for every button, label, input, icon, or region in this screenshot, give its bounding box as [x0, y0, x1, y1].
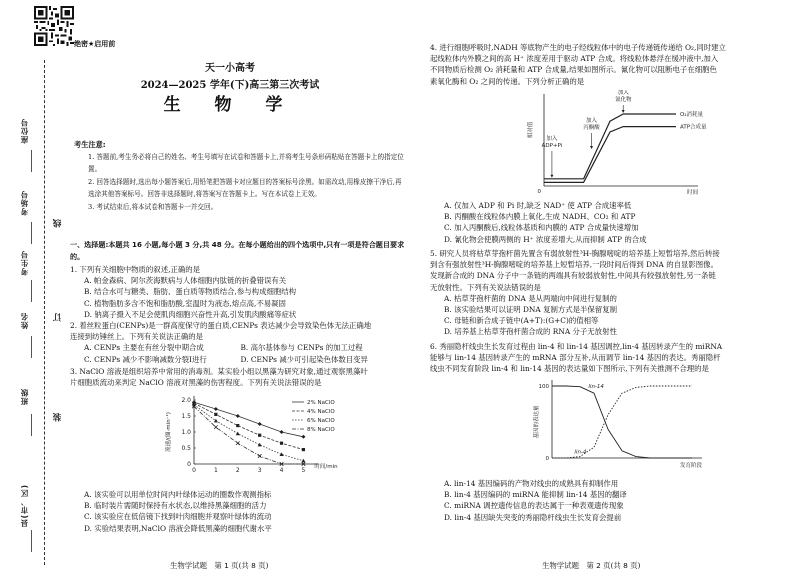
binding-margin [0, 0, 63, 579]
data-point [236, 414, 240, 418]
data-point [280, 442, 283, 445]
data-point [214, 407, 218, 411]
option-b: B. 该实验结果可以证明 DNA 复制方式是半保留复制 [444, 305, 617, 315]
data-point [301, 435, 305, 439]
question-stem: 2. 着丝粒蛋白(CENPs)是一群高度保守的蛋白质,CENPs 表达减少会导致染色体无法正确地 [70, 321, 372, 330]
data-point [236, 441, 240, 445]
county-blank [31, 530, 32, 552]
q3-line-chart [160, 392, 350, 480]
series-label: lin-4 [574, 449, 587, 456]
data-point [258, 434, 261, 437]
cut-line [44, 60, 45, 565]
notes-title: 考生注意: [74, 140, 106, 149]
question-stem: 能够与 lin-14 基因转录产生的 mRNA 部分互补,从而调节 lin-14 基因的表达。秀丽隐杆 [430, 353, 721, 363]
question-5 [430, 248, 770, 338]
option-d: D. 氰化物会使膜两侧的 H⁺ 浓度差增大,从而抑制 ATP 的合成 [444, 234, 647, 244]
annotation-label: 氰化物 [614, 97, 632, 103]
question-1 [70, 264, 410, 320]
option-d: D. 培养基上枯草芽孢杆菌合成的 RNA 分子无放射性 [444, 327, 617, 337]
subject-title: 生 物 学 [163, 95, 297, 115]
y-tick-label: 1.0 [181, 429, 191, 436]
data-point [302, 448, 305, 451]
question-stem: 片细胞质流动来判定 NaClO 溶液对黑藻的伤害程度。下列有关说法错误的是 [70, 378, 322, 388]
section-heading: 一、选择题:本题共 16 小题,每小题 3 分,共 48 分。在每小题给出的四个选项中,只有一项是符合题目要求的。 [70, 240, 405, 261]
data-point [301, 459, 305, 463]
seat-number-blank [31, 150, 32, 172]
question-stem: 1. 下列有关细胞中物质的叙述,正确的是 [70, 265, 201, 274]
note-item: 1. 答题前,考生务必将自己的姓名、考生号填写在试卷和答题卡上,并将考生号条形码粘贴在答题卡上的指定位置。 [88, 153, 404, 174]
cut-mark-staple: 订 [53, 312, 63, 322]
question-3 [70, 366, 410, 388]
series-line [541, 127, 676, 183]
y-tick-label: 0 [545, 456, 549, 462]
x-axis-label: 发育阶段 [679, 463, 702, 469]
question-4 [430, 42, 770, 87]
notes-list [74, 151, 408, 213]
series-label: ATP合成量 [680, 124, 707, 131]
series-line [552, 386, 692, 458]
y-tick-label: 100 [538, 384, 549, 390]
exam-name: 天一小高考 [205, 63, 255, 74]
data-point [214, 425, 218, 429]
x-tick-label: 1 [213, 467, 218, 474]
data-point [280, 430, 284, 434]
legend-label: 4% NaClO [307, 409, 335, 415]
x-tick-label: 2 [235, 467, 240, 474]
exam-term: 2024—2025 学年(下)高三第三次考试 [140, 80, 320, 91]
option-c: C. CENPs 减少不影响减数分裂Ⅰ进行 [84, 354, 207, 364]
question-4-options [430, 200, 770, 245]
x-tick-label: 5 [301, 467, 306, 474]
data-point [258, 443, 262, 447]
option-a: A. 帕金森病、阿尔茨海默病与人体细胞内肽链的折叠错误有关 [84, 276, 287, 286]
cut-mark-bind: 装 [53, 412, 63, 422]
legend-label: 8% NaClO [307, 427, 335, 433]
annotation-arrowhead [590, 146, 593, 149]
question-stem: 3. NaClO 溶液是组织培养中常用的消毒剂。某实验小组以黑藻为研究对象,通过观察黑藻叶 [70, 367, 368, 376]
page-footer-1: 生物学试题 第 1 页(共 8 页) [170, 561, 269, 570]
option-d: D. 实验结果表明,NaClO 溶液会降低黑藻的细胞代谢水平 [84, 523, 272, 533]
option-c: C. 母链和新合成子链中(A+T):(G+C)的值相等 [444, 316, 599, 326]
option-c: C. 加入丙酮酸后,线粒体基质和内膜的 ATP 合成量快速增加 [444, 223, 639, 233]
option-b: B. 结合水可与糖类、脂肪、蛋白质等物质结合,参与构成细胞结构 [84, 287, 297, 297]
question-stem: 6. 秀丽隐杆线虫生长发育过程由 lin-4 和 lin-14 基因调控,lin-4 基因转录产生的 miRNA [430, 342, 723, 351]
x-tick-label: 4 [279, 467, 284, 474]
question-stem: 发现新合成的 DNA 分子中一条链的两端具有较弱放射性,中间具有较强放射性,另一条链 [430, 271, 716, 281]
y-tick-label: 0.5 [181, 445, 191, 452]
question-stem: 素氧化酶和 O₂ 之间的传递。下列分析正确的是 [430, 76, 585, 86]
option-a: A. CENPs 主要在有丝分裂中期合成 [84, 343, 204, 353]
y-axis-label: 流速/(圈·min⁻¹) [166, 412, 172, 452]
x-axis-label: 时间/min [314, 464, 338, 470]
series-line [541, 114, 676, 179]
question-stem: 无放射性。下列有关说法错误的是 [430, 282, 541, 292]
option-a: A. 枯草芽孢杆菌的 DNA 是从两端向中间进行复制的 [444, 293, 617, 303]
y-axis-label: 相对值 [528, 121, 534, 139]
series-label: O₂消耗量 [680, 112, 704, 118]
y-tick-label: 2.0 [181, 397, 191, 404]
series-line [194, 402, 303, 437]
page-2 [430, 0, 782, 579]
origin-label: 0 [537, 189, 541, 195]
seat-number-field: 座位号 [20, 118, 29, 144]
page-1 [60, 0, 410, 579]
data-point [236, 432, 240, 436]
question-6-options [430, 478, 770, 523]
annotation-label: ADP+Pi [541, 143, 563, 149]
question-2 [70, 320, 410, 365]
q6-line-chart [522, 374, 744, 474]
note-item: 3. 考试结束后,将本试卷和答题卡一并交回。 [88, 202, 218, 211]
name-field: 姓名 [20, 312, 29, 329]
question-stem: 不同物质后检测 O₂ 消耗量和 ATP 合成量,结果如图所示。氰化物可以阻断电子在细胞色 [430, 65, 717, 75]
question-3-options [70, 489, 410, 534]
question-stem: 起线粒体内外膜之间的高 H⁺ 浓度差用于驱动 ATP 合成。将线粒体悬浮在缓冲液中,加入 [430, 54, 719, 64]
candidate-number-field: 考生号 [20, 250, 29, 276]
y-tick-label: 0 [187, 461, 191, 468]
annotation-label: 加入 [617, 90, 629, 96]
option-c: C. 植物脂肪多含不饱和脂肪酸,室温时为液态,熔点高,不易凝固 [84, 298, 286, 308]
question-stem: 到含有强放射性³H-胸腺嘧啶的培养基上短暂培养,一段时间后得到 DNA 的自显影图像。 [430, 260, 718, 270]
legend-label: 6% NaClO [307, 418, 335, 424]
option-b: B. 临时装片需随时保持有水状态,以维持黑藻细胞的活力 [84, 501, 267, 511]
cut-mark-line: 线 [53, 218, 63, 228]
question-6 [430, 341, 770, 375]
option-d: D. lin-4 基因缺失突变的秀丽隐杆线虫生长发育会提前 [444, 512, 622, 522]
q4-line-chart [518, 90, 736, 200]
annotation-label: 加入 [546, 136, 558, 142]
series-label: lin-14 [588, 384, 604, 390]
option-b: B. lin-4 基因编码的 miRNA 能抑制 lin-14 基因的翻译 [444, 490, 627, 500]
class-blank [31, 414, 32, 436]
x-tick-label: 0 [192, 467, 196, 474]
data-point [258, 454, 262, 458]
option-c: C. 该实验应在低倍镜下找到叶肉细胞并观察叶绿体的流动 [84, 512, 272, 522]
y-axis-label: 基因的表达量 [534, 405, 540, 439]
x-tick-label: 3 [257, 467, 262, 474]
question-stem: 连接到纺锤丝上。下列有关说法正确的是 [70, 332, 204, 342]
candidate-number-blank [31, 280, 32, 302]
exam-room-field: 考场号 [20, 190, 29, 216]
data-point [214, 413, 217, 416]
data-point [258, 422, 262, 426]
data-point [236, 424, 239, 427]
annotation-arrowhead [622, 110, 625, 113]
note-item: 2. 回答选择题时,选出每小题答案后,用铅笔把答题卡对应题目的答案标号涂黑。如需改动,用橡皮擦干净后,再选涂其他答案标号。回答非选择题时,将答案写在答题卡上。写在本试卷上无效。 [88, 177, 402, 199]
series-line [552, 386, 692, 458]
annotation-arrowhead [550, 175, 553, 178]
page-footer-2: 生物学试题 第 2 页(共 8 页) [542, 561, 641, 570]
option-d: D. CENPs 减少可引起染色体数目变异 [240, 354, 368, 364]
name-blank [31, 336, 32, 358]
county-field: 县(市、区) [20, 484, 29, 527]
series-line [194, 406, 303, 464]
option-c: C. miRNA 调控遗传信息的表达属于一种表观遗传现象 [444, 501, 624, 511]
legend-label: 2% NaClO [307, 400, 335, 406]
annotation-label: 丙酮酸 [583, 125, 600, 131]
option-b: B. 丙酮酸在线粒体内膜上氧化,生成 NADH、CO₂ 和 ATP [444, 212, 636, 222]
question-stem: 5. 研究人员将枯草芽孢杆菌先置含有弱放射性³H-胸腺嘧啶的培养基上短暂培养,然后转接 [430, 249, 720, 258]
option-a: A. lin-14 基因编码的产物对线虫的成熟具有抑制作用 [444, 479, 619, 488]
option-a: A. 该实验可以用单位时间内叶绿体运动的圈数作观测指标 [84, 490, 272, 499]
annotation-label: 加入 [586, 118, 598, 124]
x-axis-label: 时间 [686, 190, 698, 196]
series-line [194, 403, 303, 449]
class-field: 班级 [20, 388, 29, 405]
exam-room-blank [31, 222, 32, 244]
question-stem: 线虫不同发育阶段 lin-4 和 lin-14 基因的表达量如下图所示,下列有关推测不合理的是 [430, 364, 709, 374]
option-a: A. 仅加入 ADP 和 Pi 时,缺乏 NAD⁺ 使 ATP 合成速率低 [444, 201, 632, 210]
option-d: D. 钠离子摄入不足会使肌肉细胞兴奋性升高,引发肌肉酸痛等症状 [84, 309, 297, 319]
question-stem: 4. 进行细胞呼吸时,NADH 等底物产生的电子经线粒体中的电子传递链传递给 O₂,同时建立 [430, 43, 726, 52]
option-b: B. 高尔基体参与 CENPs 的加工过程 [240, 343, 363, 353]
y-tick-label: 1.5 [181, 413, 191, 420]
secret-label: 绝密★启用前 [74, 40, 116, 48]
